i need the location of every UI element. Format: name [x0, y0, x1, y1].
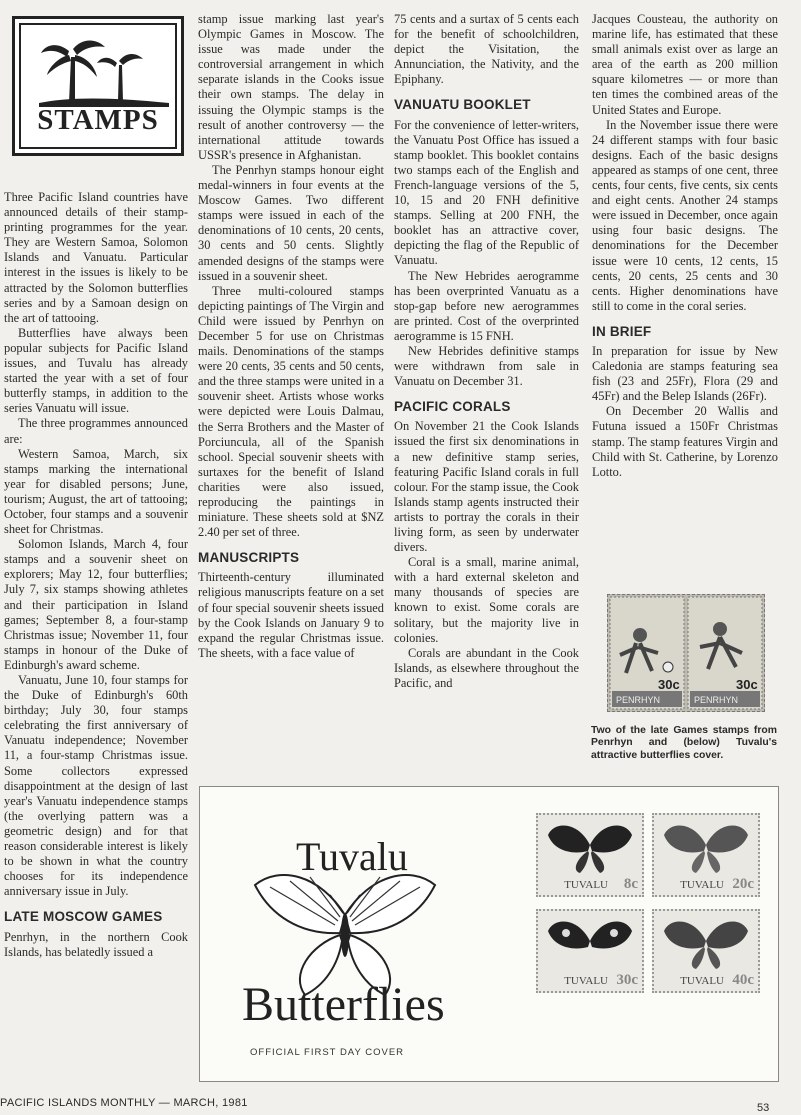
- paragraph: Three Pacific Island countries have announced details of their stamp-printing programmes for the year. They are Western Samoa, Solomon Islands and Vanuatu. Particular interest in the issues is likely to be attracted by the Solomon butterflies series and by a Samoan design on the art of tattooing.: [4, 190, 188, 325]
- butterfly-stamp: [652, 813, 760, 897]
- butterfly-icon: [654, 911, 758, 971]
- cover-subtitle: Butterflies: [242, 978, 445, 1031]
- paragraph: In preparation for issue by New Caledonia are stamps featuring sea fish (23 and 25Fr), Flora (29 and 45Fr) and the Belep Islands (26Fr).: [592, 343, 778, 404]
- stamp-value: 20c: [732, 876, 754, 892]
- paragraph: On November 21 the Cook Islands issued the first six denominations in a new definitive stamp series, featuring Pacific Island corals in full colour. For the stamp issue, the Cook Islands stamp agents instructed their artists to portray the corals in their living form, as seen by underwater divers.: [394, 419, 579, 555]
- stamp-value: 40c: [732, 972, 754, 988]
- paragraph: In the November issue there were 24 different stamps with four basic designs. Each of the basic designs appeared as stamps of one cent, three cents, four cents, five cents, six cents and eight cents. Another 24 stamps were issued in December, once again using four basic designs. The denominations for the December issue were 10 cents, 12 cents, 15 cents, 20 cents, 25 cents and 30 cents. Higher denominations have still to come in the coral series.: [592, 117, 778, 313]
- paragraph: For the convenience of letter-writers, the Vanuatu Post Office has issued a stamp booklet. This booklet contains two stamps each of the English and French-language versions of the 5, 10, 15 and 20 FNH definitive stamps. Selling at 200 FNH, the booklet has an attractive cover, depicting the flag of the Republic of Vanuatu.: [394, 117, 579, 268]
- butterfly-icon: [538, 911, 642, 971]
- paragraph: Jacques Cousteau, the authority on marine life, has estimated that these small animals exist over as large an area of the earth as 200 million square kilometres — or more than ten times the combined areas of the United States and Europe.: [592, 12, 778, 117]
- stamp-country: TUVALU: [680, 879, 724, 891]
- paragraph: The Penrhyn stamps honour eight medal-winners in four events at the Moscow Games. Two different stamps were issued in each of the denominations of 10 cents, 20 cents, 30 cents and 50 cents. Slightly amended designs of the stamps were issued in a souvenir sheet.: [198, 162, 384, 283]
- paragraph: Coral is a small, marine animal, with a hard external skeleton and many thousands of species are known to exist. Some corals are solitary, but the majority live in colonies.: [394, 555, 579, 645]
- stamp-value: 30c: [736, 677, 758, 692]
- column-4: [592, 12, 778, 480]
- cover-caption: OFFICIAL FIRST DAY COVER: [250, 1047, 405, 1058]
- paragraph: The three programmes announced are:: [4, 416, 188, 446]
- stamp-country: PENRHYN: [694, 695, 739, 705]
- paragraph: Vanuatu, June 10, four stamps for the Duke of Edinburgh's 60th birthday; July 30, four stamps celebrating the first anniversary of Vanuatu independence; November 11, a four-stamp Christmas issue. Some collectors expressed disappointment at the design of last year's Vanuatu independence stamps (the overlying pattern was a geometric design) and for that reason considerable interest is likely to be shown in what the country chooses for its independence anniversary issue in July.: [4, 673, 188, 899]
- games-stamps-image: [608, 595, 764, 711]
- paragraph: Thirteenth-century illuminated religious manuscripts feature on a set of four special souvenir sheets issued by the Cook Islands on January 9 to expand the regular Christmas issue. The sheets, with a face value of: [198, 570, 384, 660]
- stamps-heading: STAMPS: [37, 104, 159, 136]
- first-day-cover: [199, 786, 779, 1082]
- column-3: [394, 12, 579, 691]
- cover-title: Tuvalu: [296, 834, 408, 879]
- column-1: [4, 190, 188, 960]
- section-heading-manuscripts: MANUSCRIPTS: [198, 550, 300, 566]
- paragraph: New Hebrides definitive stamps were withdrawn from sale in Vanuatu on December 31.: [394, 343, 579, 389]
- paragraph: On December 20 Wallis and Futuna issued a 150Fr Christmas stamp. The stamp features Virgin and Child with St. Catherine, by Lorenzo Lotto.: [592, 404, 778, 479]
- paragraph: Three multi-coloured stamps depicting paintings of The Virgin and Child were issued by Penrhyn on December 5 for use on Christmas mails. Denominations of the stamps were 20 cents, 35 cents and 50 cents, and the three stamps were united in a souvenir sheet. Artists whose works were depicted were Louis Dalmau, the Serra Brothers and the Master of Porciuncula, all of the Spanish school. Special souvenir sheets with surtaxes for the benefit of Island charities were also issued, reproducing the paintings in miniature. These sheets sold at $NZ 2.40 per set of three.: [198, 283, 384, 540]
- palm-tree-icon: [39, 37, 169, 107]
- paragraph: Butterflies have always been popular subjects for Pacific Island issues, and Tuvalu has already started the year with a set of four butterfly stamps, in addition to the series Vanuatu will issue.: [4, 325, 188, 416]
- paragraph: stamp issue marking last year's Olympic Games in Moscow. The issue was made under the controversial arrangement in which separate islands in the Cooks issue their own stamps. The delay in issuing the Olympic stamps is the result of another controversy — the international attitude towards USSR's presence in Afghanistan.: [198, 12, 384, 162]
- stamps-logo: [12, 16, 184, 156]
- butterfly-stamp: [536, 909, 644, 993]
- column-2: [198, 12, 384, 661]
- paragraph: 75 cents and a surtax of 5 cents each for the benefit of schoolchildren, depict the Visitation, the Annunciation, the Nativity, and the Epiphany.: [394, 12, 579, 87]
- stamp-country: TUVALU: [680, 975, 724, 987]
- section-heading-in-brief: IN BRIEF: [592, 323, 652, 339]
- butterfly-icon: [654, 815, 758, 875]
- photo-caption: Two of the late Games stamps from Penrhyn and (below) Tuvalu's attractive butterflies cover.: [591, 725, 777, 761]
- butterfly-icon: [538, 815, 642, 875]
- footer-publication: PACIFIC ISLANDS MONTHLY — MARCH, 1981: [0, 1097, 248, 1109]
- paragraph: Western Samoa, March, six stamps marking the international year for disabled persons; June, tourism; August, the art of tattooing; October, four stamps and a souvenir sheet for Christmas.: [4, 446, 188, 537]
- page-number: 53: [757, 1102, 770, 1114]
- paragraph: Penrhyn, in the northern Cook Islands, has belatedly issued a: [4, 929, 188, 959]
- stamp-value: 8c: [623, 876, 638, 892]
- stamp-country: TUVALU: [564, 975, 608, 987]
- section-heading-vanuatu-booklet: VANUATU BOOKLET: [394, 97, 531, 113]
- stamp-value: 30c: [658, 677, 680, 692]
- paragraph: The New Hebrides aerogramme has been overprinted Vanuatu as a stop-gap before new aerogrammes are printed. Cost of the overprinted aerogramme is 15 FNH.: [394, 268, 579, 343]
- stamp-value: 30c: [616, 972, 638, 988]
- paragraph: Solomon Islands, March 4, four stamps and a souvenir sheet on explorers; May 12, four butterflies; July 7, six stamps showing athletes and their participation in Island games; September 8, a four-stamp Christmas issue; November 11, four stamps in honour of the Duke of Edinburgh's award scheme.: [4, 537, 188, 672]
- butterfly-stamp: [652, 909, 760, 993]
- section-heading-pacific-corals: PACIFIC CORALS: [394, 399, 511, 415]
- butterfly-stamp: [536, 813, 644, 897]
- games-stamps-photo: [607, 594, 765, 712]
- stamp-country: PENRHYN: [616, 695, 661, 705]
- stamp-country: TUVALU: [564, 879, 608, 891]
- section-heading-late-moscow-games: LATE MOSCOW GAMES: [4, 909, 163, 925]
- logo-frame: [19, 23, 177, 149]
- paragraph: Corals are abundant in the Cook Islands, as elsewhere throughout the Pacific, and: [394, 645, 579, 690]
